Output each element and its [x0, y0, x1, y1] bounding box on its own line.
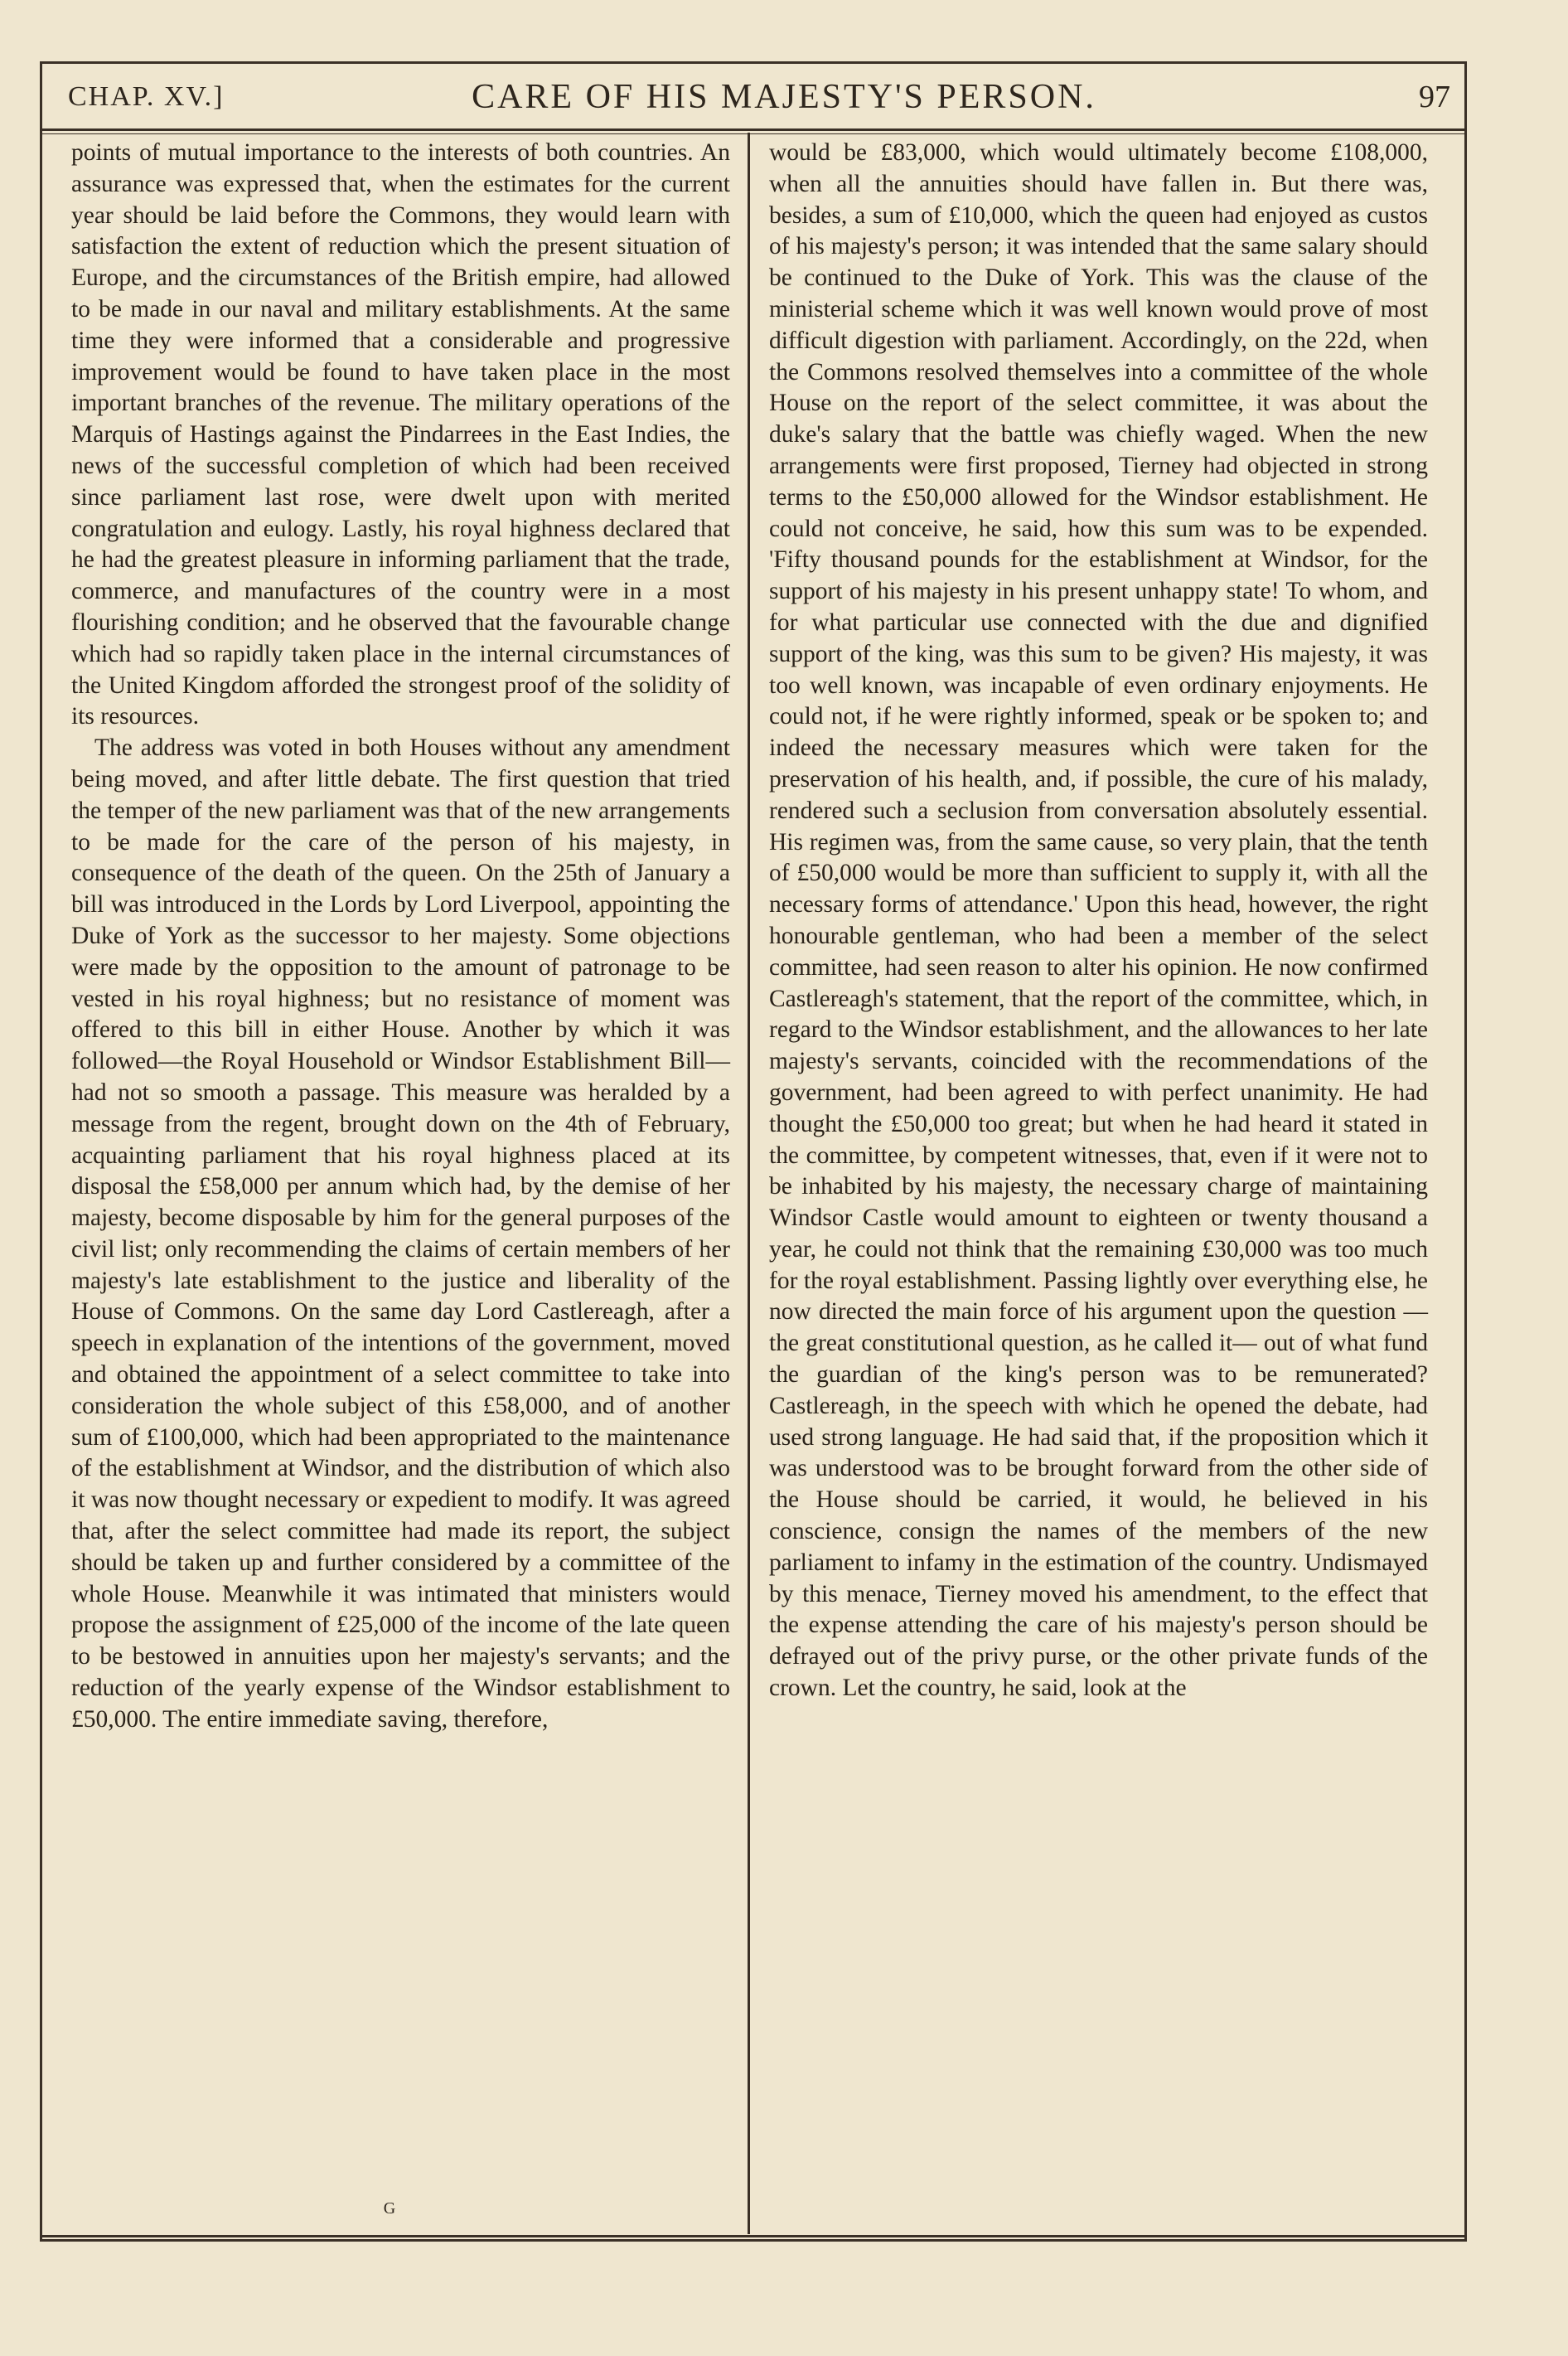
running-title: CARE OF HIS MAJESTY'S PERSON.	[472, 78, 1096, 116]
page-number: 97	[1419, 80, 1450, 114]
header-rule	[40, 128, 1467, 131]
column-divider	[748, 133, 750, 2234]
bottom-rule	[40, 2235, 1467, 2237]
paragraph: The address was voted in both Houses without any amendment being moved, and after little debate. The first question that tried the temper of the new parliament was that of the new arrangements to be made for the care of the person of his majesty, in consequence of the death of the queen. On the 25th of January a bill was introduced in the Lords by Lord Liverpool, appointing the Duke of York as the successor to her majesty. Some objections were made by the opposition to the amount of patronage to be vested in his royal highness; but no resistance of moment was offered to this bill in either House. Another by which it was followed—the Royal Household or Windsor Establishment Bill—had not so smooth a passage. This measure was heralded by a message from the regent, brought down on the 4th of February, acquainting parliament that his royal highness placed at its disposal the £58,000 per annum which had, by the demise of her majesty, become disposable by him for the general purposes of the civil list; only recommending the claims of certain members of her majesty's late establishment to the justice and liberality of the House of Commons. On the same day Lord Castlereagh, after a speech in explanation of the intentions of the government, moved and obtained the appointment of a select committee to take into consideration the whole subject of this £58,000, and of another sum of £100,000, which had been appropriated to the maintenance of the establishment at Windsor, and the distribution of which also it was now thought necessary or expedient to modify. It was agreed that, after the select committee had made its report, the subject should be taken up and further considered by a committee of the whole House. Meanwhile it was intimated that ministers would propose the assignment of £25,000 of the income of the late queen to be bestowed in annuities upon her majesty's servants; and the reduction of the yearly expense of the Windsor establishment to £50,000. The entire immediate saving, therefore,	[71, 734, 730, 1733]
header-rule-thin	[40, 133, 1467, 134]
left-column	[71, 138, 730, 1736]
paragraph: points of mutual importance to the interests of both countries. An assurance was expressed that, when the estimates for the current year should be laid before the Commons, they would learn with satisfaction the extent of reduction which the present situation of Europe, and the circumstances of the British empire, had allowed to be made in our naval and military establishments. At the same time they were informed that a considerable and progressive improvement would be found to have taken place in the most important branches of the revenue. The military operations of the Marquis of Hastings against the Pindarrees in the East Indies, the news of the successful completion of which had been received since parliament last rose, were dwelt upon with merited congratulation and eulogy. Lastly, his royal highness declared that he had the greatest pleasure in informing parliament that the trade, commerce, and manufactures of the country were in a most flourishing condition; and he observed that the favourable change which had so rapidly taken place in the internal circumstances of the United Kingdom afforded the strongest proof of the solidity of its resources.	[71, 139, 730, 730]
paragraph: would be £83,000, which would ultimately become £108,000, when all the annuities should have fallen in. But there was, besides, a sum of £10,000, which the queen had enjoyed as custos of his majesty's person; it was intended that the same salary should be continued to the Duke of York. This was the clause of the ministerial scheme which it was well known would prove of most difficult digestion with parliament. Accordingly, on the 22d, when the Commons resolved themselves into a committee of the whole House on the report of the select committee, it was about the duke's salary that the battle was chiefly waged. When the new arrangements were first proposed, Tierney had objected in strong terms to the £50,000 allowed for the Windsor establishment. He could not conceive, he said, how this sum was to be expended. 'Fifty thousand pounds for the establishment at Windsor, for the support of his majesty in his present unhappy state! To whom, and for what particular use connected with the due and dignified support of the king, was this sum to be given? His majesty, it was too well known, was incapable of even ordinary enjoyments. He could not, if he were rightly informed, speak or be spoken to; and indeed the necessary measures which were taken for the preservation of his health, and, if possible, the cure of his malady, rendered such a seclusion from conversation absolutely essential. His regimen was, from the same cause, so very plain, that the tenth of £50,000 would be more than sufficient to supply it, with all the necessary forms of attendance.' Upon this head, however, the right honourable gentleman, who had been a member of the select committee, had seen reason to alter his opinion. He now confirmed Castlereagh's statement, that the report of the committee, which, in regard to the Windsor establishment, and the allowances to her late majesty's servants, coincided with the recommendations of the government, had been agreed to with perfect unanimity. He had thought the £50,000 too great; but when he had heard it stated in the committee, by competent witnesses, that, even if it were not to be inhabited by his majesty, the necessary charge of maintaining Windsor Castle would amount to eighteen or twenty thousand a year, he could not think that the remaining £30,000 was too much for the royal establishment. Passing lightly over everything else, he now directed the main force of his argument upon the question —the great constitutional question, as he called it— out of what fund the guardian of the king's person was to be remunerated? Castlereagh, in the speech with which he opened the debate, had used strong language. He had said that, if the proposition which it was understood was to be brought forward from the other side of the House should be carried, it would, he believed in his conscience, consign the names of the members of the new parliament to infamy in the estimation of the country. Undismayed by this menace, Tierney moved his amendment, to the effect that the expense attending the care of his majesty's person should be defrayed out of the privy purse, or the other private funds of the crown. Let the country, he said, look at the	[769, 139, 1428, 1702]
right-column	[769, 138, 1428, 1704]
signature-mark: G	[383, 2199, 396, 2218]
chapter-label: CHAP. XV.]	[68, 81, 225, 112]
